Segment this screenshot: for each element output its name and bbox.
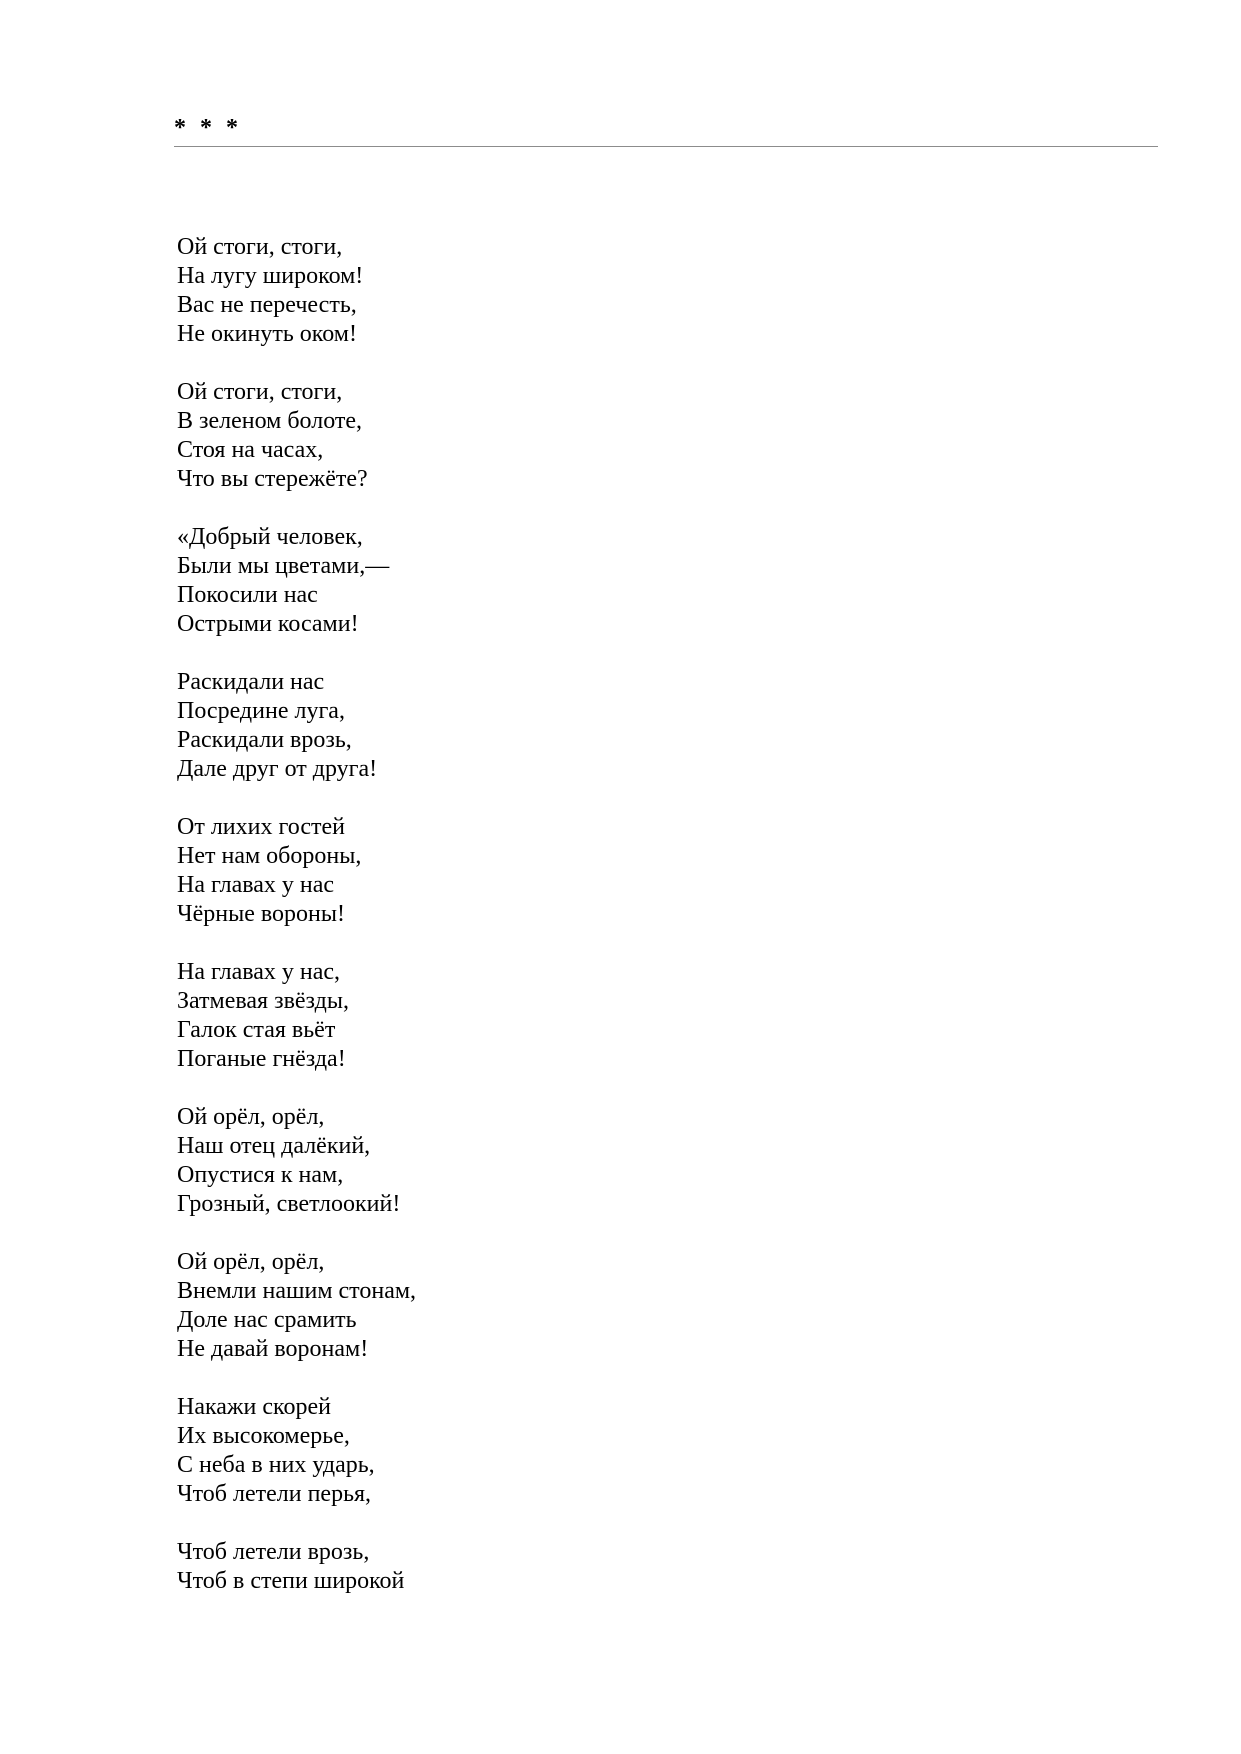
poem-line: Ой орёл, орёл, — [177, 1104, 325, 1130]
poem-line: Галок стая вьёт — [177, 1017, 336, 1043]
poem-line: Чтоб летели перья, — [177, 1481, 372, 1507]
poem-line: Раскидали нас — [177, 669, 325, 695]
page-header — [174, 114, 1158, 142]
poem-line: Посредине луга, — [177, 698, 345, 724]
poem-line: Покосили нас — [177, 582, 318, 608]
poem-line: Чтоб в степи широкой — [177, 1568, 405, 1594]
stanza — [177, 378, 1077, 494]
poem-line: Грозный, светлоокий! — [177, 1191, 401, 1217]
stanza — [177, 1393, 1077, 1509]
poem-line: Вас не перечесть, — [177, 292, 357, 318]
poem-line: Накажи скорей — [177, 1394, 331, 1420]
stanza — [177, 813, 1077, 929]
stanza — [177, 668, 1077, 784]
poem-body — [177, 233, 1077, 1625]
poem-line: Чтоб летели врозь, — [177, 1539, 370, 1565]
poem-line: Не окинуть оком! — [177, 321, 357, 347]
poem-line: «Добрый человек, — [177, 524, 363, 550]
stanza — [177, 233, 1077, 349]
stanza — [177, 1538, 1077, 1596]
poem-line: На главах у нас, — [177, 959, 341, 985]
poem-line: Раскидали врозь, — [177, 727, 352, 753]
poem-line: На главах у нас — [177, 872, 335, 898]
poem-line: Ой орёл, орёл, — [177, 1249, 325, 1275]
poem-line: Не давай воронам! — [177, 1336, 369, 1362]
stanza — [177, 523, 1077, 639]
poem-line: От лихих гостей — [177, 814, 345, 840]
poem-line: Внемли нашим стонам, — [177, 1278, 417, 1304]
stanza — [177, 1103, 1077, 1219]
poem-line: Поганые гнёзда! — [177, 1046, 346, 1072]
poem-line: Нет нам обороны, — [177, 843, 362, 869]
stanza — [177, 1248, 1077, 1364]
page-title: * * * — [174, 115, 242, 141]
poem-line: Затмевая звёзды, — [177, 988, 349, 1014]
poem-line: Стоя на часах, — [177, 437, 324, 463]
poem-line: Опустися к нам, — [177, 1162, 344, 1188]
poem-line: На лугу широком! — [177, 263, 364, 289]
poem-line: Были мы цветами,— — [177, 553, 390, 579]
poem-line: Наш отец далёкий, — [177, 1133, 371, 1159]
poem-line: Ой стоги, стоги, — [177, 379, 343, 405]
poem-line: Острыми косами! — [177, 611, 359, 637]
poem-line: Доле нас срамить — [177, 1307, 357, 1333]
poem-line: Чёрные вороны! — [177, 901, 345, 927]
header-divider — [174, 146, 1158, 147]
poem-line: Ой стоги, стоги, — [177, 234, 343, 260]
stanza — [177, 958, 1077, 1074]
poem-line: В зеленом болоте, — [177, 408, 363, 434]
poem-line: Что вы стережёте? — [177, 466, 368, 492]
poem-line: С неба в них ударь, — [177, 1452, 375, 1478]
poem-line: Их высокомерье, — [177, 1423, 350, 1449]
poem-line: Дале друг от друга! — [177, 756, 378, 782]
